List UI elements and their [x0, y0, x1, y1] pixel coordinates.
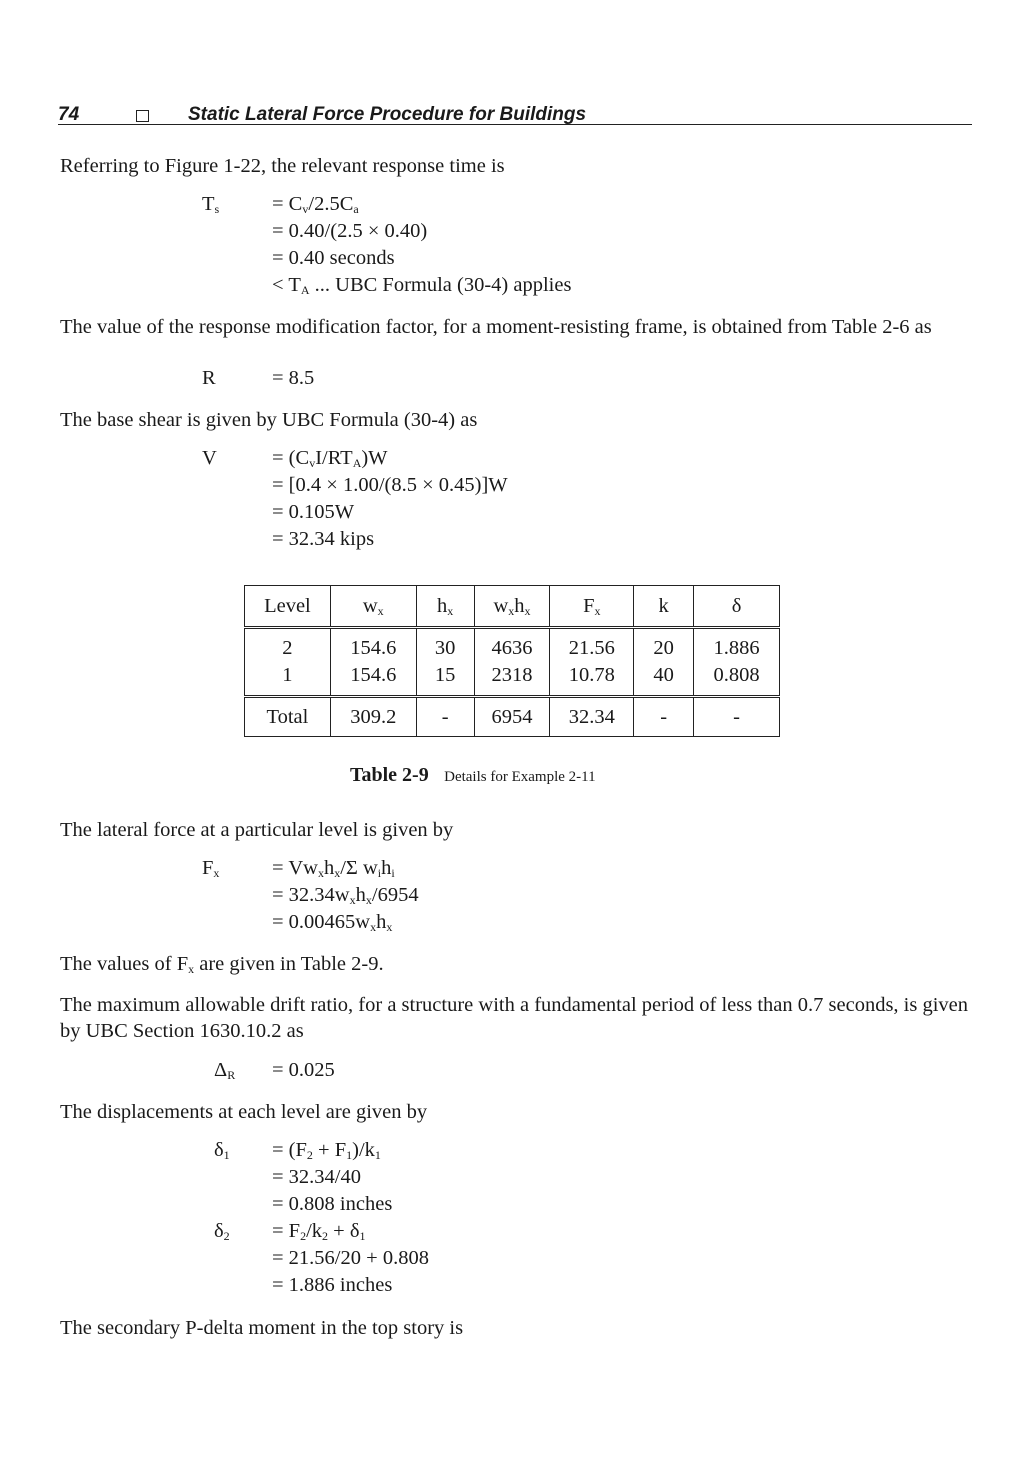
eq-r-line: = 8.5 — [272, 367, 315, 389]
header-k: k — [634, 586, 694, 628]
running-header-title: Static Lateral Force Procedure for Buildings — [188, 104, 587, 125]
square-bullet-icon — [136, 110, 149, 122]
eq-symbol-fx: $F_x$ — [202, 857, 220, 880]
table-cell: 309.2 — [330, 697, 416, 737]
table-cell: 32.34 — [550, 697, 634, 737]
table-cell: 154.6 — [330, 628, 416, 663]
table-row — [245, 662, 780, 697]
paragraph-drift-ratio: The maximum allowable drift ratio, for a structure with a fundamental period of less than 0.7 seconds, is given by UBC Section 1630.10.2 as — [60, 994, 969, 1042]
table-cell: 21.56 — [550, 628, 634, 663]
eq-fx-line2: = $32.34w_xh_x/6954$ — [272, 884, 419, 907]
header-w: $w_x$ — [330, 586, 416, 628]
paragraph-fx-values: The values of $F_x$ are given in Table 2-9. — [60, 953, 384, 976]
table-cell: 15 — [416, 662, 474, 697]
eq-symbol-ts: $T_s$ — [202, 193, 220, 216]
table-caption: Table 2-9 Details for Example 2-11 — [350, 764, 596, 786]
table-cell: 10.78 — [550, 662, 634, 697]
table-cell: 20 — [634, 628, 694, 663]
eq-ts-line4: < $T_A$ ... UBC Formula (30-4) applies — [272, 274, 572, 297]
header-f: $F_x$ — [550, 586, 634, 628]
details-table — [244, 585, 780, 737]
table-total-row — [245, 697, 780, 737]
header-delta: δ — [694, 586, 780, 628]
table-cell: 1 — [245, 662, 331, 697]
eq-fx-line1: = $Vw_xh_x/\Sigma$ $w_ih_i$ — [272, 857, 395, 880]
header-h: $h_x$ — [416, 586, 474, 628]
paragraph-response-modification: The value of the response modification factor, for a moment-resisting frame, is obtained from Table 2-6 as — [60, 316, 932, 338]
eq-symbol-r: R — [202, 367, 216, 389]
table-cell: 2318 — [474, 662, 550, 697]
table-row — [245, 628, 780, 663]
eq-delta2-line3: = 1.886 inches — [272, 1274, 393, 1296]
eq-symbol-delta1: $\delta_1$ — [214, 1139, 230, 1162]
table-cell: 30 — [416, 628, 474, 663]
table-cell: 0.808 — [694, 662, 780, 697]
eq-delta2-line1: = $F_2/k_2 + \delta_1$ — [272, 1220, 366, 1243]
eq-delta1-line1: = $(F_2 + F_1)/k_1$ — [272, 1139, 381, 1162]
eq-delta1-line3: = 0.808 inches — [272, 1193, 393, 1215]
table-cell: 154.6 — [330, 662, 416, 697]
table-cell: - — [694, 697, 780, 737]
table-cell: Total — [245, 697, 331, 737]
eq-symbol-delta-r: $\Delta_R$ — [214, 1059, 236, 1082]
eq-v-line4: = 32.34 kips — [272, 528, 375, 550]
eq-delta1-line2: = 32.34/40 — [272, 1166, 362, 1188]
table-header-row — [245, 586, 780, 628]
eq-ts-line2: = 0.40/(2.5 × 0.40) — [272, 220, 428, 242]
table-cell: 6954 — [474, 697, 550, 737]
paragraph-base-shear: The base shear is given by UBC Formula (30-4) as — [60, 409, 478, 431]
eq-ts-line3: = 0.40 seconds — [272, 247, 395, 269]
eq-delta2-line2: = 21.56/20 + 0.808 — [272, 1247, 429, 1269]
paragraph-displacements: The displacements at each level are given by — [60, 1101, 428, 1123]
table-cell: 2 — [245, 628, 331, 663]
eq-symbol-delta2: $\delta_2$ — [214, 1220, 230, 1243]
header-level: Level — [245, 586, 331, 628]
table-cell: - — [634, 697, 694, 737]
table-cell: - — [416, 697, 474, 737]
header-wh: $w_xh_x$ — [474, 586, 550, 628]
eq-v-line2: = [0.4 × 1.00/(8.5 × 0.45)]W — [272, 474, 508, 496]
paragraph-p-delta: The secondary P-delta moment in the top story is — [60, 1317, 464, 1339]
eq-fx-line3: = $0.00465w_xh_x$ — [272, 911, 393, 934]
header-rule — [58, 124, 972, 125]
paragraph-response-time: Referring to Figure 1-22, the relevant response time is — [60, 155, 505, 177]
table-cell: 1.886 — [694, 628, 780, 663]
table-cell: 4636 — [474, 628, 550, 663]
eq-ts-line1: = $C_v/2.5C_a$ — [272, 193, 359, 216]
paragraph-lateral-force: The lateral force at a particular level is given by — [60, 819, 454, 841]
eq-symbol-v: V — [202, 447, 217, 469]
eq-v-line3: = 0.105W — [272, 501, 355, 523]
eq-v-line1: = $(C_vI/RT_A)W$ — [272, 447, 388, 470]
eq-delta-r-line: = 0.025 — [272, 1059, 335, 1081]
table-cell: 40 — [634, 662, 694, 697]
page-number: 74 — [58, 104, 80, 125]
